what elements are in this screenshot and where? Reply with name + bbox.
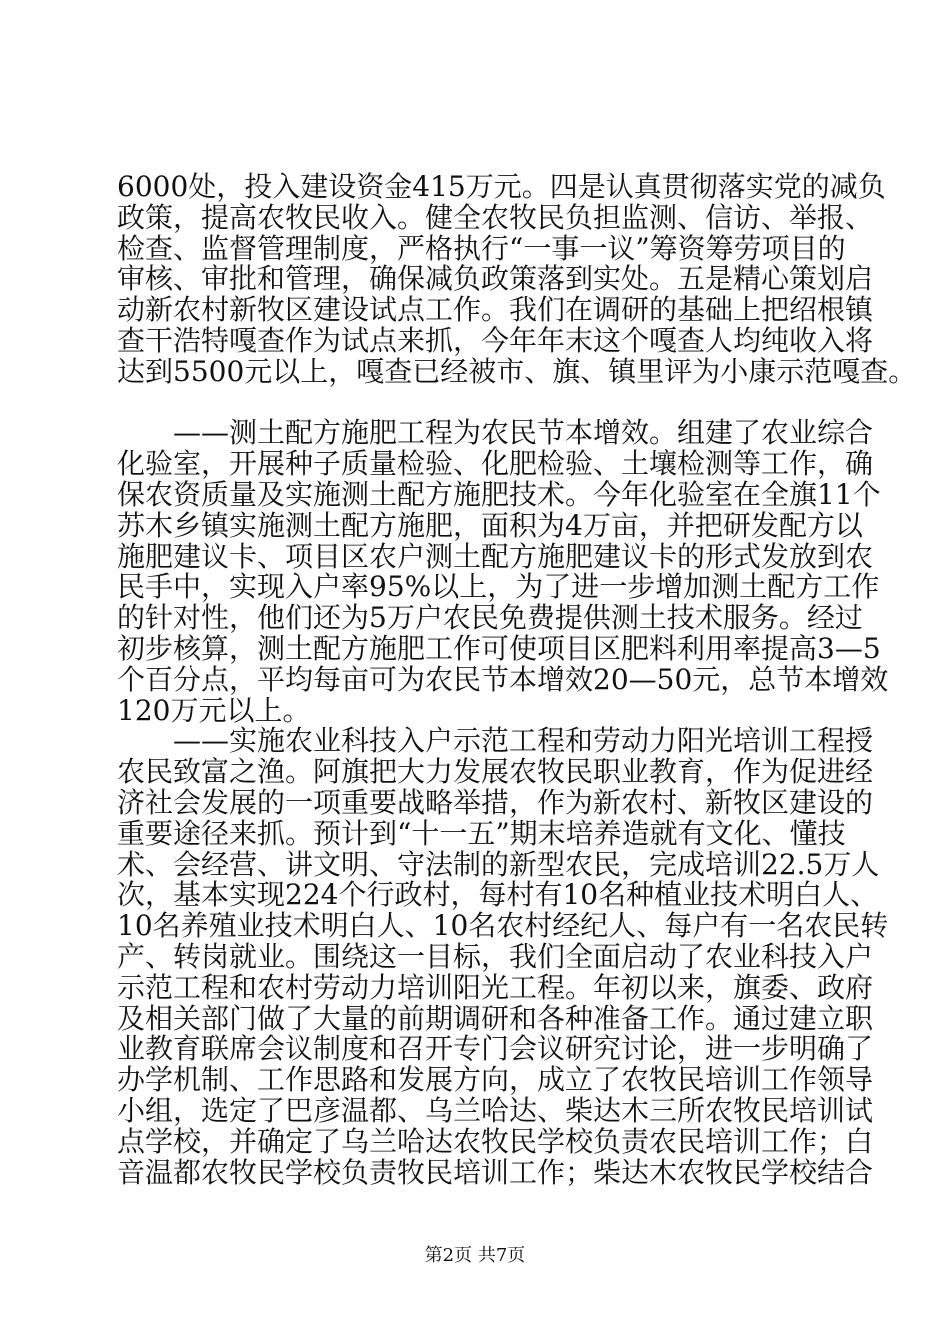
text-line: 动新农村新牧区建设试点工作。我们在调研的基础上把绍根镇 bbox=[117, 293, 874, 327]
page-number-footer: 第2页 共7页 bbox=[424, 1245, 526, 1266]
text-line: 产、转岗就业。围绕这一目标，我们全面启动了农业科技入户 bbox=[117, 939, 874, 973]
text-line: 检查、监督管理制度，严格执行“一事一议”筹资筹劳项目的 bbox=[117, 231, 846, 265]
text-line: ——测土配方施肥工程为农民节本增效。组建了农业综合 bbox=[173, 416, 874, 450]
paragraph-2 bbox=[117, 416, 889, 727]
text-line: 重要途径来抓。预计到“十一五”期末培养造就有文化、懂技 bbox=[117, 816, 846, 850]
text-line: 个百分点，平均每亩可为农民节本增效20—50元，总节本增效 bbox=[117, 662, 889, 696]
text-line: 济社会发展的一项重要战略举措，作为新农村、新牧区建设的 bbox=[117, 785, 874, 819]
text-line: ——实施农业科技入户示范工程和劳动力阳光培训工程授 bbox=[173, 724, 874, 758]
text-line: 次，基本实现224个行政村，每村有10名种植业技术明白人、 bbox=[117, 878, 879, 912]
text-line: 初步核算，测土配方施肥工作可使项目区肥料利用率提高3—5 bbox=[117, 631, 881, 665]
text-line: 化验室，开展种子质量检验、化肥检验、土壤检测等工作，确 bbox=[117, 447, 874, 481]
text-line: 术、会经营、讲文明、守法制的新型农民，完成培训22.5万人 bbox=[117, 847, 880, 881]
text-line: 10名养殖业技术明白人、10名农村经纪人、每户有一名农民转 bbox=[117, 909, 889, 943]
text-line: 示范工程和农村劳动力培训阳光工程。年初以来，旗委、政府 bbox=[117, 970, 874, 1004]
text-line: 查干浩特嘎查作为试点来抓，今年年末这个嘎查人均纯收入将 bbox=[117, 323, 874, 357]
paragraph-1 bbox=[117, 170, 917, 388]
text-line: 苏木乡镇实施测土配方施肥，面积为4万亩，并把研发配方以 bbox=[117, 508, 863, 542]
text-line: 6000处，投入建设资金415万元。四是认真贯彻落实党的减负 bbox=[117, 170, 886, 203]
paragraph-gap bbox=[117, 388, 833, 419]
text-line: 120万元以上。 bbox=[117, 693, 311, 727]
text-line: 审核、审批和管理，确保减负政策落到实处。五是精心策划启 bbox=[117, 262, 874, 296]
text-line: 音温都农牧民学校负责牧民培训工作；柴达木农牧民学校结合 bbox=[117, 1155, 874, 1189]
text-line: 及相关部门做了大量的前期调研和各种准备工作。通过建立职 bbox=[117, 1001, 874, 1035]
text-line: 施肥建议卡、项目区农户测土配方施肥建议卡的形式发放到农 bbox=[117, 539, 874, 573]
text-line: 农民致富之渔。阿旗把大力发展农牧民职业教育，作为促进经 bbox=[117, 755, 874, 789]
document-body bbox=[117, 170, 917, 1189]
text-line: 小组，选定了巴彦温都、乌兰哈达、柴达木三所农牧民培训试 bbox=[117, 1093, 874, 1127]
text-line: 办学机制、工作思路和发展方向，成立了农牧民培训工作领导 bbox=[117, 1063, 874, 1097]
text-line: 业教育联席会议制度和召开专门会议研究讨论，进一步明确了 bbox=[117, 1032, 874, 1066]
text-line: 政策，提高农牧民收入。健全农牧民负担监测、信访、举报、 bbox=[117, 200, 874, 234]
text-line: 的针对性，他们还为5万户农民免费提供测土技术服务。经过 bbox=[117, 601, 863, 635]
text-line: 民手中，实现入户率95%以上，为了进一步增加测土配方工作 bbox=[117, 570, 880, 604]
text-line: 达到5500元以上，嘎查已经被市、旗、镇里评为小康示范嘎查。 bbox=[117, 354, 917, 388]
text-line: 点学校，并确定了乌兰哈达农牧民学校负责农民培训工作；白 bbox=[117, 1124, 874, 1158]
text-line: 保农资质量及实施测土配方施肥技术。今年化验室在全旗11个 bbox=[117, 477, 881, 511]
paragraph-3 bbox=[117, 724, 889, 1189]
